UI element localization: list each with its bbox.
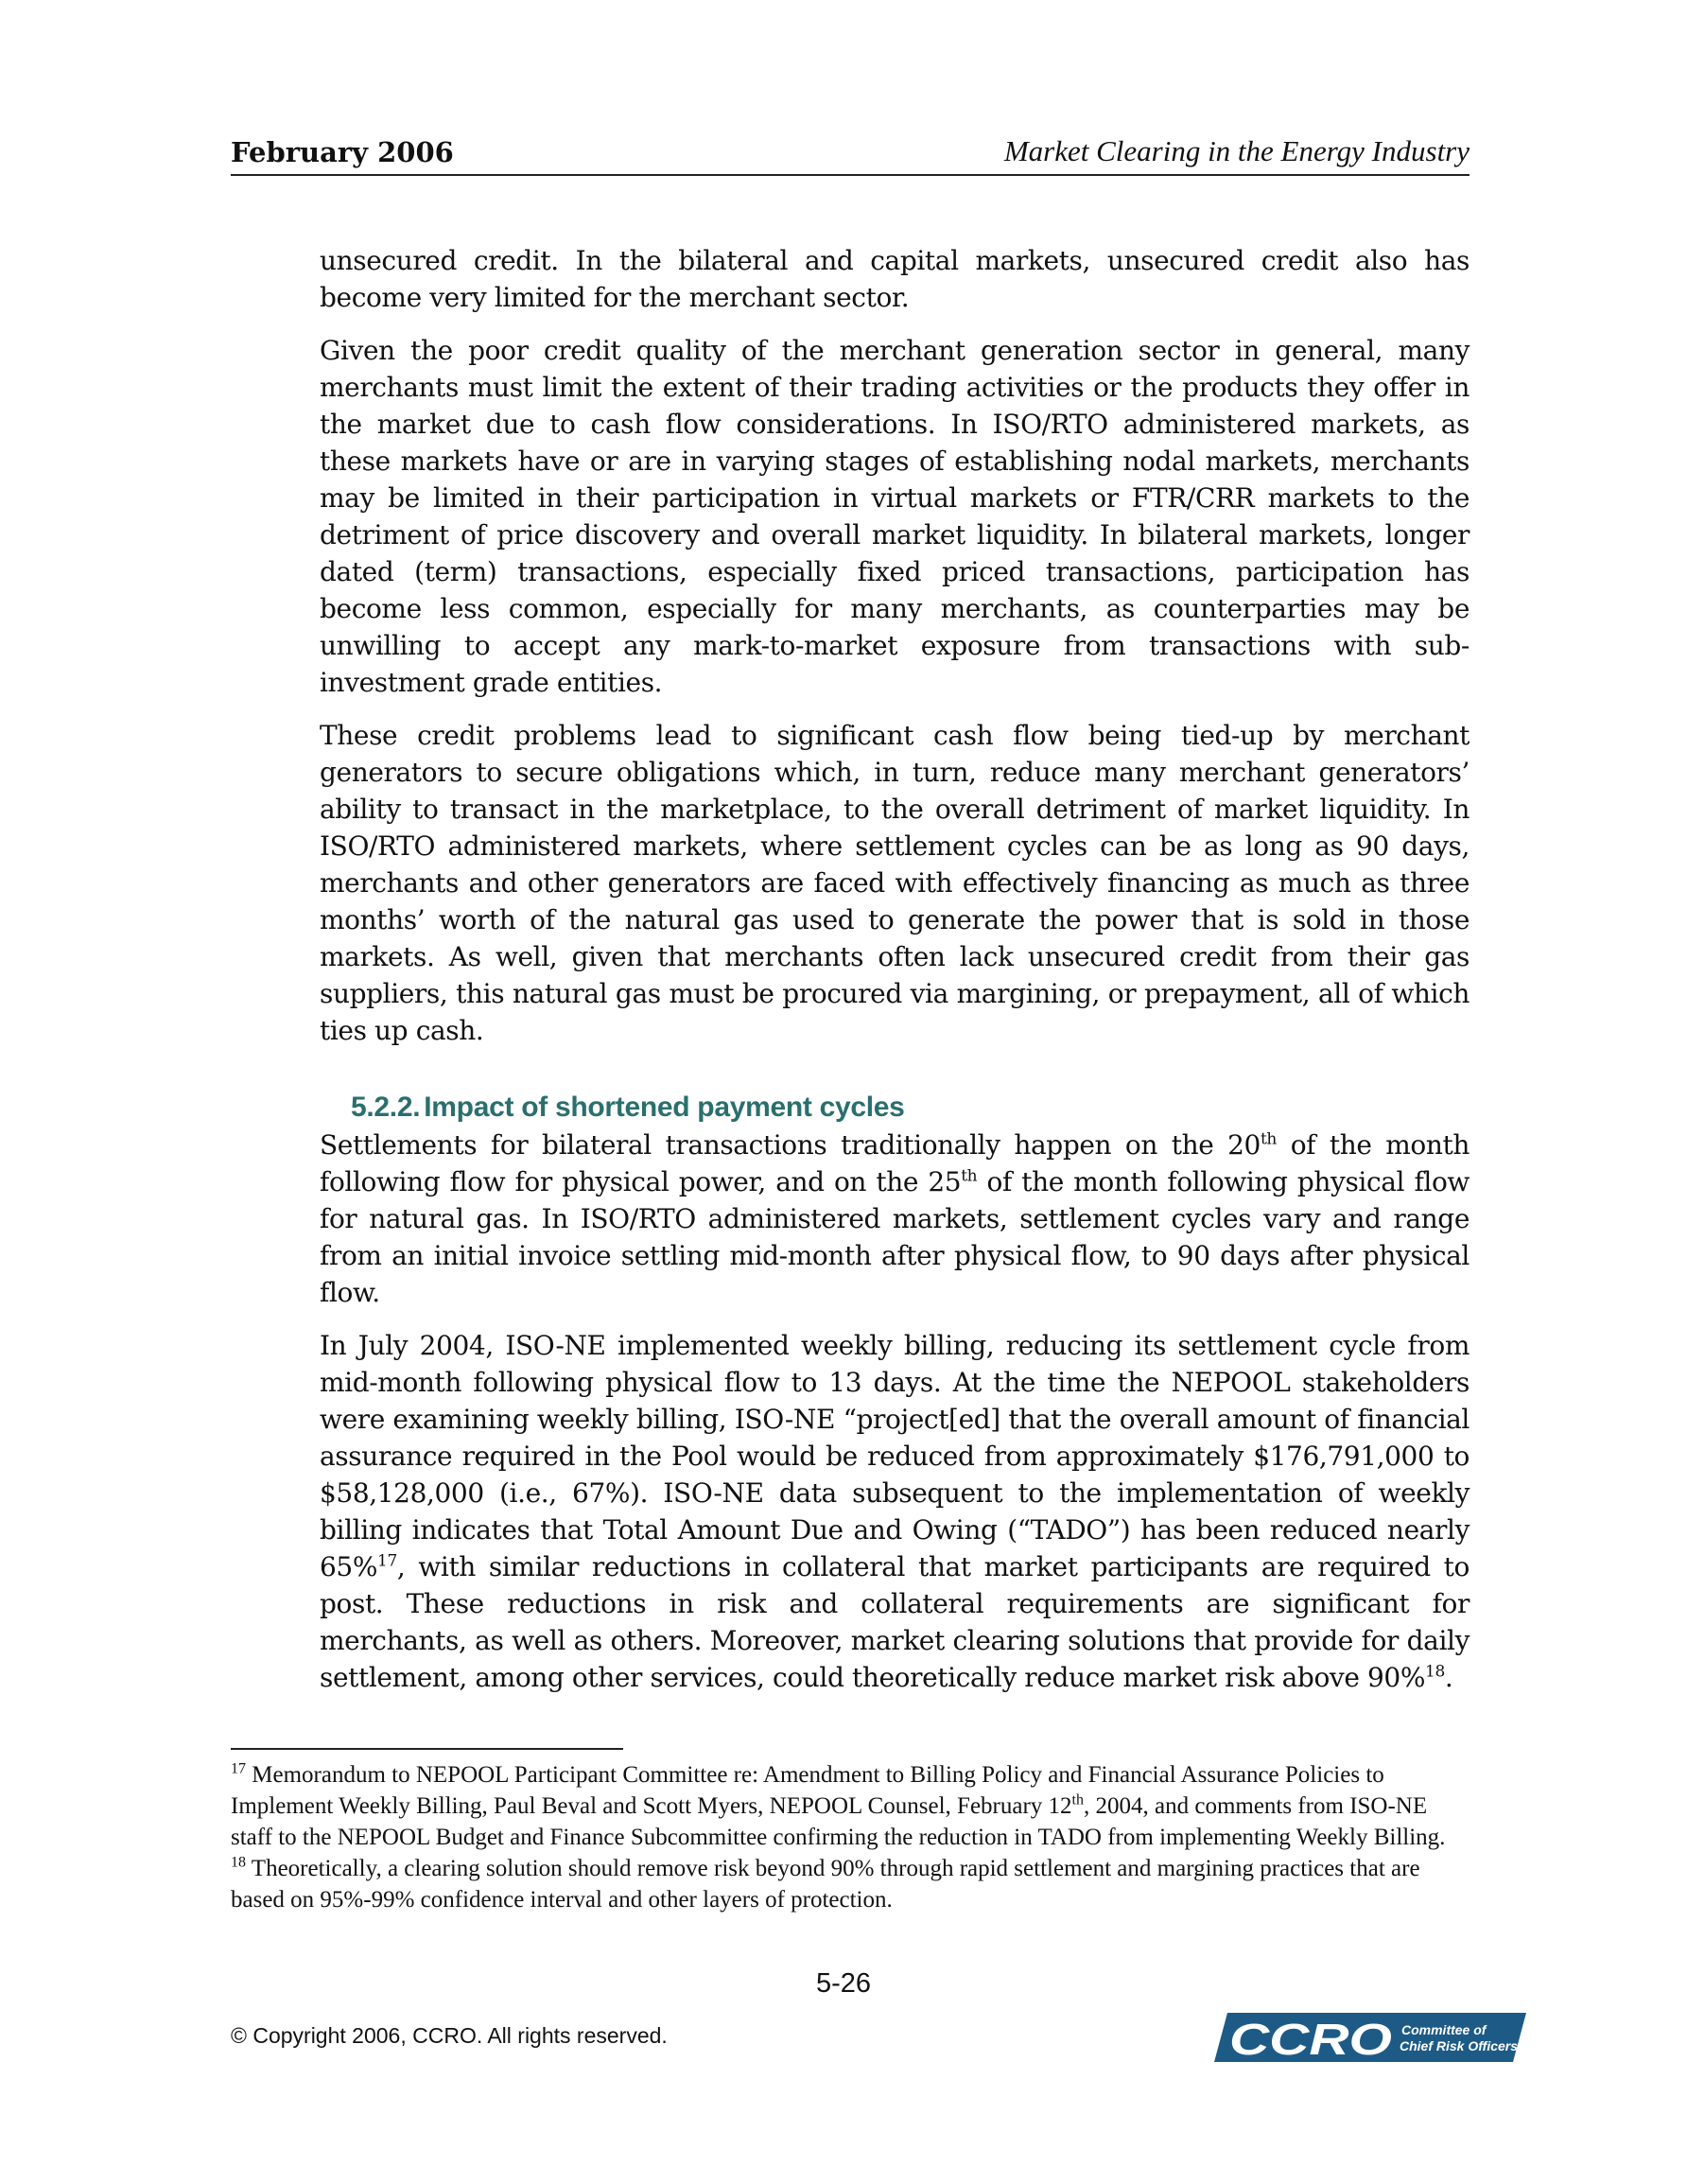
paragraph-3: These credit problems lead to significant cash flow being tied-up by merchant generators to secure obligations which, in turn, reduce many merchant generators’ ability to transact in the marketplace, to the overall detriment of market liquidity. In ISO/RTO administered markets, where settlement cycles can be as long as 90 days, merchants and other generators are faced with effectively financing as much as three months’ worth of the natural gas used to generate the power that is sold in those markets. As well, given that merchants often lack unsecured credit from their gas suppliers, this natural gas must be procured via margining, or prepayment, all of which ties up cash. — [320, 720, 1470, 1046]
p4-superscript-1: th — [1260, 1129, 1277, 1149]
p4-superscript-2: th — [961, 1166, 978, 1186]
logo-line-2: Chief Risk Officers — [1400, 2038, 1519, 2053]
footnote-17 — [231, 1759, 1470, 1853]
footnote-17-text-b: , 2004, and comments from ISO-NE staff to the NEPOOL Budget and Finance Subcommittee confirming the reduction in TADO from implementing Weekly Billing. — [231, 1793, 1446, 1850]
paragraph-5 — [320, 1327, 1470, 1696]
footnote-ref-18[interactable]: 18 — [1425, 1662, 1445, 1682]
p4-text-a: Settlements for bilateral transactions traditionally happen on the 20 — [320, 1129, 1261, 1161]
footnote-18 — [231, 1853, 1470, 1915]
paragraph-2: Given the poor credit quality of the merchant generation sector in general, many merchants must limit the extent of their trading activities or the products they offer in the market due to cash flow considerations. In ISO/RTO administered markets, as these markets have or are in varying stages of establishing nodal markets, merchants may be limited in their participation in virtual markets or FTR/CRR markets to the detriment of price discovery and overall market liquidity. In bilateral markets, longer dated (term) transactions, especially fixed priced transactions, participation has become less common, especially for many merchants, as counterparties may be unwilling to accept any mark-to-market exposure from transactions with sub-investment grade entities. — [320, 335, 1470, 698]
footnote-18-text: Theoretically, a clearing solution should remove risk beyond 90% through rapid settlement and margining practices that are based on 95%-99% confidence interval and other layers of protection. — [231, 1856, 1420, 1913]
section-number: 5.2.2. — [351, 1092, 421, 1123]
page-header — [231, 132, 1470, 176]
copyright-notice: © Copyright 2006, CCRO. All rights reserved. — [231, 2023, 668, 2048]
logo-wordmark: CCRO — [1229, 2015, 1393, 2064]
header-date: February 2006 — [231, 136, 454, 168]
ccro-logo-graphic — [1214, 2011, 1526, 2064]
paragraph-4 — [320, 1127, 1470, 1311]
p5-text-b: , with similar reductions in collateral that market participants are required to post. These reductions in risk and collateral requirements are significant for merchants, as well as others. Moreover, market clearing solutions that provide for daily settlement, among other services, could theoretically reduce market risk above 90% — [320, 1551, 1470, 1693]
footnotes — [231, 1759, 1470, 1915]
footnote-17-superscript: th — [1071, 1791, 1084, 1808]
p5-text-a: In July 2004, ISO-NE implemented weekly billing, reducing its settlement cycle from mid-month following physical flow to 13 days. At the time the NEPOOL stakeholders were examining weekly billing, ISO-NE “project[ed] that the overall amount of financial assurance required in the Pool would be reduced from approximately $176,791,000 to $58,128,000 (i.e., 67%). ISO-NE data subsequent to the implementation of weekly billing indicates that Total Amount Due and Owing (“TADO”) has been reduced nearly 65% — [320, 1330, 1470, 1582]
header-title: Market Clearing in the Energy Industry — [1003, 134, 1470, 167]
p4-text-b: of the month following flow for physical power, and on the 25 — [320, 1129, 1470, 1197]
paragraph-1: unsecured credit. In the bilateral and capital markets, unsecured credit also has become very limited for the merchant sector. — [320, 245, 1470, 313]
footnote-mark-17: 17 — [231, 1760, 246, 1777]
footnote-separator — [231, 1748, 623, 1750]
page-number: 5-26 — [815, 1968, 872, 1999]
ccro-logo — [1214, 2011, 1526, 2064]
p5-text-c: . — [1444, 1662, 1453, 1693]
p4-text-c: of the month following physical flow for natural gas. In ISO/RTO administered markets, settlement cycles vary and range from an initial invoice settling mid-month after physical flow, to 90 days after physical flow. — [320, 1166, 1470, 1308]
section-title: Impact of shortened payment cycles — [424, 1092, 905, 1123]
section-heading — [351, 1091, 1470, 1125]
body-text — [320, 242, 1470, 1712]
footnote-17-text-a: Memorandum to NEPOOL Participant Committee re: Amendment to Billing Policy and Financial Assurance Policies to Implement Weekly Billing, Paul Beval and Scott Myers, NEPOOL Counsel, February 12 — [231, 1762, 1384, 1819]
logo-line-1: Committee of — [1401, 2022, 1487, 2037]
footnote-ref-17[interactable]: 17 — [377, 1551, 397, 1571]
footnote-mark-18: 18 — [231, 1854, 246, 1871]
